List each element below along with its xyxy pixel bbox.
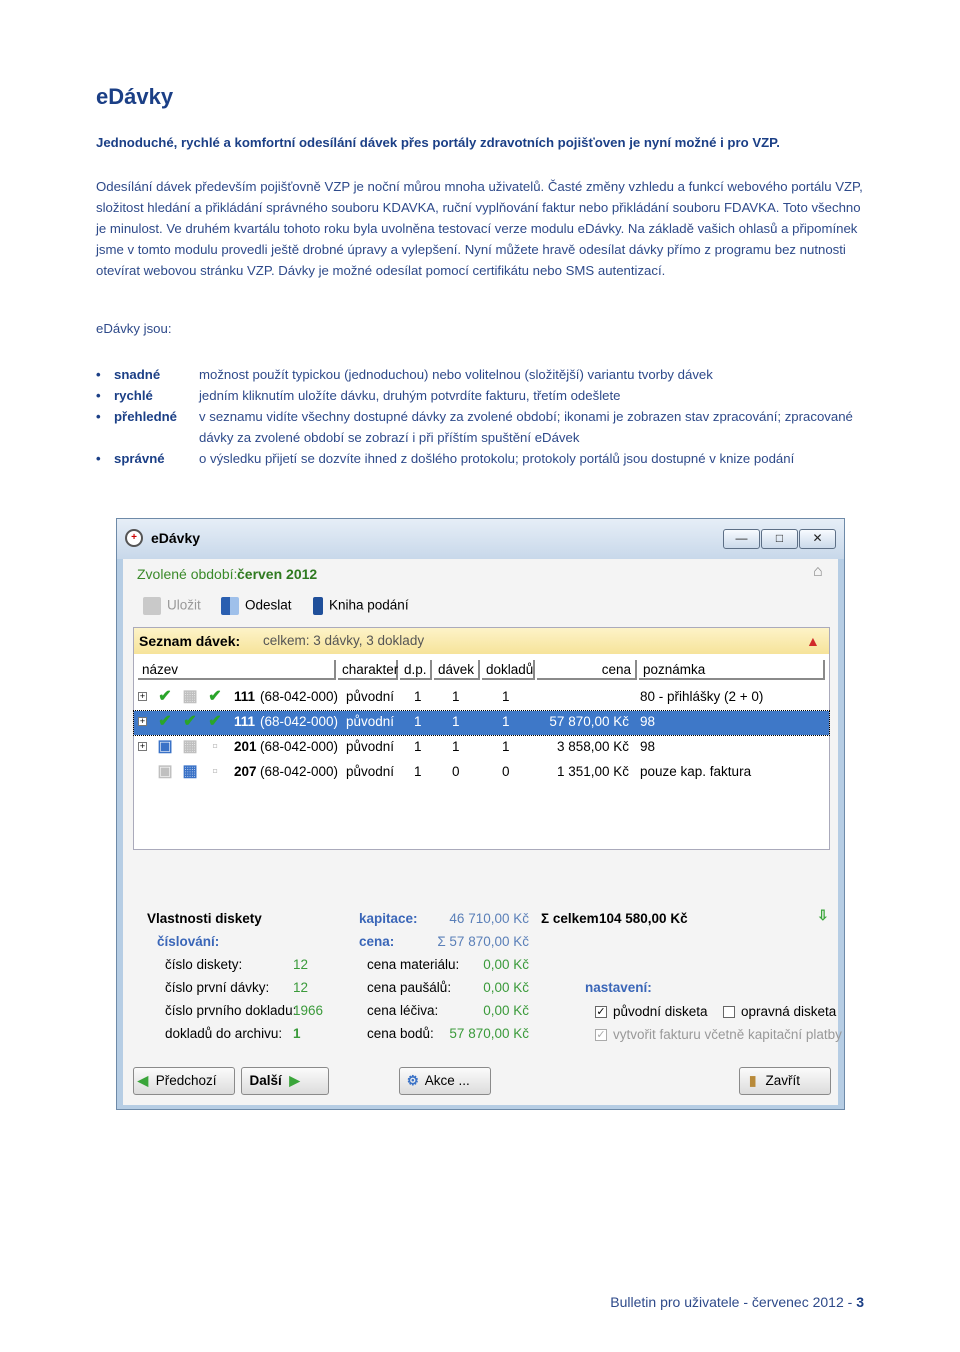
archive-value[interactable]: 1 bbox=[293, 1026, 301, 1041]
close-window-button[interactable] bbox=[739, 1067, 831, 1095]
status-icons bbox=[154, 737, 232, 759]
bullet: • bbox=[96, 409, 101, 424]
cell-code: (68-042-000) bbox=[260, 764, 339, 779]
check-icon: ✔ bbox=[208, 713, 222, 730]
disk-properties bbox=[133, 907, 842, 1061]
first-batch-label: číslo první dávky: bbox=[165, 980, 270, 995]
col-character[interactable]: charakter bbox=[338, 660, 398, 680]
original-disk-label: původní disketa bbox=[613, 1004, 708, 1019]
feature-desc: v seznamu vidíte všechny dostupné dávky za zvolené období; ikonami je zobrazen stav zpracování; zpracované dávky za zvolené období se zobrazí i při příštím spuštění eDávek bbox=[199, 409, 853, 445]
previous-button[interactable] bbox=[133, 1067, 235, 1095]
cell-character: původní bbox=[346, 764, 395, 779]
cell-note: 80 - přihlášky (2 + 0) bbox=[640, 689, 764, 704]
send-label: Odeslat bbox=[245, 597, 292, 613]
list-header bbox=[134, 628, 829, 654]
disk-icon: ▣ bbox=[157, 738, 173, 755]
feature-desc: možnost použít typickou (jednoduchou) nebo volitelnou (složitější) variantu tvorby dávek bbox=[199, 367, 713, 382]
actions-label: Akce ... bbox=[424, 1073, 470, 1088]
archive-label: dokladů do archivu: bbox=[165, 1026, 283, 1041]
document-icon: ▦ bbox=[182, 763, 198, 780]
cell-price: 57 870,00 Kč bbox=[549, 714, 629, 729]
col-docs[interactable]: dokladů bbox=[482, 660, 535, 680]
settings-label: nastavení: bbox=[585, 980, 652, 995]
first-doc-label: číslo prvního dokladu: bbox=[165, 1003, 297, 1018]
col-batches[interactable]: dávek bbox=[434, 660, 480, 680]
batch-list bbox=[133, 627, 830, 850]
checkbox-checked-icon: ✓ bbox=[596, 1006, 606, 1019]
arrow-right-icon: ▶ bbox=[289, 1073, 300, 1088]
next-button[interactable] bbox=[241, 1067, 329, 1095]
window-client bbox=[123, 559, 842, 1105]
price-label: cena: bbox=[359, 934, 395, 949]
exit-door-icon: ▮ bbox=[749, 1073, 757, 1088]
col-name[interactable]: název bbox=[138, 660, 336, 680]
cell-batches: 1 bbox=[452, 739, 460, 754]
cell-note: 98 bbox=[640, 739, 656, 754]
cell-docs: 0 bbox=[502, 764, 510, 779]
checkbox-checked-icon: ✓ bbox=[596, 1029, 606, 1042]
cell-code: (68-042-000) bbox=[260, 689, 339, 704]
correction-disk-checkbox[interactable] bbox=[723, 1004, 836, 1019]
window-title: eDávky bbox=[151, 530, 201, 546]
cell-batches: 1 bbox=[452, 714, 460, 729]
cell-name: 111 bbox=[234, 689, 256, 704]
list-item bbox=[96, 385, 876, 406]
correction-disk-label: opravná disketa bbox=[741, 1004, 837, 1019]
footer-text: Bulletin pro uživatele - červenec 2012 - bbox=[610, 1294, 853, 1310]
page-title: eDávky bbox=[96, 84, 174, 109]
create-invoice-checkbox[interactable] bbox=[595, 1027, 842, 1042]
col-price[interactable]: cena bbox=[537, 660, 637, 680]
title-bar bbox=[117, 519, 844, 559]
points-label: cena bodů: bbox=[367, 1026, 434, 1041]
check-icon: ✔ bbox=[208, 688, 222, 705]
flat-value: 0,00 Kč bbox=[483, 980, 529, 995]
col-dp[interactable]: d.p. bbox=[400, 660, 432, 680]
flat-label: cena paušálů: bbox=[367, 980, 452, 995]
minimize-button[interactable]: — bbox=[723, 529, 760, 549]
price-sum: Σ 57 870,00 Kč bbox=[437, 934, 529, 949]
close-label: Zavřít bbox=[765, 1073, 801, 1088]
table-row[interactable] bbox=[134, 686, 829, 710]
cell-note: 98 bbox=[640, 714, 656, 729]
book-button[interactable] bbox=[313, 597, 409, 615]
app-icon: + bbox=[125, 529, 143, 547]
drugs-label: cena léčiva: bbox=[367, 1003, 439, 1018]
cell-name: 207 bbox=[234, 764, 257, 779]
capitation-value: 46 710,00 Kč bbox=[449, 911, 529, 926]
arrow-left-icon: ◀ bbox=[137, 1073, 149, 1088]
download-arrow-icon[interactable]: ⇩ bbox=[817, 907, 829, 923]
feature-term: přehledné bbox=[114, 409, 178, 424]
home-icon[interactable]: ⌂ bbox=[813, 563, 823, 580]
cell-dp: 1 bbox=[414, 764, 422, 779]
first-doc-value[interactable]: 1966 bbox=[293, 1003, 324, 1018]
check-icon: ✔ bbox=[158, 713, 172, 730]
bullet: • bbox=[96, 388, 101, 403]
first-batch-value[interactable]: 12 bbox=[293, 980, 309, 995]
checkbox-icon bbox=[723, 1006, 735, 1018]
pending-icon: ▫ bbox=[212, 763, 218, 780]
feature-list bbox=[96, 364, 876, 469]
send-button[interactable] bbox=[221, 597, 292, 615]
status-icons bbox=[154, 762, 232, 784]
cell-docs: 1 bbox=[502, 739, 510, 754]
points-value: 57 870,00 Kč bbox=[449, 1026, 529, 1041]
list-title: Seznam dávek: bbox=[139, 633, 241, 649]
expand-icon[interactable]: + bbox=[139, 691, 146, 701]
cell-code: (68-042-000) bbox=[260, 714, 339, 729]
expand-icon[interactable]: + bbox=[139, 741, 146, 751]
feature-desc: o výsledku přijetí se dozvíte ihned z došlého protokolu; protokoly portálů jsou dostupné v knize podání bbox=[199, 451, 795, 466]
maximize-button[interactable]: □ bbox=[761, 529, 798, 549]
disk-no-value[interactable]: 12 bbox=[293, 957, 309, 972]
col-note[interactable]: poznámka bbox=[639, 660, 825, 680]
previous-label: Předchozí bbox=[155, 1073, 217, 1088]
check-icon: ✔ bbox=[183, 713, 197, 730]
cell-note: pouze kap. faktura bbox=[640, 764, 752, 779]
table-row[interactable] bbox=[134, 736, 829, 760]
actions-button[interactable] bbox=[399, 1067, 491, 1095]
page-number: 3 bbox=[856, 1294, 864, 1310]
material-value: 0,00 Kč bbox=[483, 957, 529, 972]
list-item bbox=[96, 448, 876, 469]
next-label: Další bbox=[249, 1073, 282, 1088]
table-row[interactable] bbox=[134, 711, 829, 735]
total-value: 104 580,00 Kč bbox=[599, 911, 688, 926]
cell-batches: 0 bbox=[452, 764, 460, 779]
feature-term: správné bbox=[114, 451, 165, 466]
book-label: Kniha podání bbox=[329, 597, 409, 613]
properties-title: Vlastnosti diskety bbox=[147, 911, 262, 926]
cell-docs: 1 bbox=[502, 689, 510, 704]
create-invoice-label: vytvořit fakturu včetně kapitační platby bbox=[613, 1027, 842, 1042]
feature-term: rychlé bbox=[114, 388, 153, 403]
cell-character: původní bbox=[346, 689, 395, 704]
cell-docs: 1 bbox=[502, 714, 510, 729]
feature-desc: jedním kliknutím uložíte dávku, druhým potvrdíte fakturu, třetím odešlete bbox=[199, 388, 621, 403]
cell-dp: 1 bbox=[414, 689, 422, 704]
send-icon bbox=[221, 597, 239, 615]
document-icon: ▦ bbox=[182, 738, 198, 755]
pending-icon: ▫ bbox=[212, 738, 218, 755]
intro-paragraph: Odesílání dávek především pojišťovně VZP je noční můrou mnoha uživatelů. Časté změny vzhledu a funkcí webového portálu VZP, složitost hledání a přikládání správného souboru KDAVKA, ruční vyplňování faktur nebo přikládání souboru FDAVKA. Toto všechno je minulost. Ve druhém kvartálu tohoto roku byla uvolněna testovací verze modulu eDávky. Na základě vašich ohlasů a připomínek jsme v tomto modulu provedli ještě drobné úpravy a vylepšení. Nyní můžete hravě odesílat dávky přímo z programu bez nutnosti otevírat webovou stránku VZP. Dávky je možné odesílat pomocí certifikátu nebo SMS autentizací. bbox=[96, 179, 863, 278]
save-icon bbox=[143, 597, 161, 615]
period-value[interactable]: červen 2012 bbox=[237, 566, 318, 582]
status-icons bbox=[154, 712, 232, 734]
cell-name: 111 bbox=[234, 714, 256, 729]
save-label: Uložit bbox=[167, 597, 201, 613]
status-icons bbox=[154, 687, 232, 709]
capitation-label: kapitace: bbox=[359, 911, 418, 926]
cell-price: 1 351,00 Kč bbox=[556, 764, 629, 779]
bullet: • bbox=[96, 451, 101, 466]
original-disk-checkbox[interactable] bbox=[595, 1004, 708, 1019]
bullet: • bbox=[96, 367, 101, 382]
expand-icon[interactable]: + bbox=[139, 716, 146, 726]
feature-term: snadné bbox=[114, 367, 161, 382]
article-subtitle: Jednoduché, rychlé a komfortní odesílání dávek přes portály zdravotních pojišťoven je nyní možné i pro VZP. bbox=[96, 135, 780, 150]
gear-icon: ⚙ bbox=[406, 1073, 419, 1088]
book-icon bbox=[313, 597, 323, 615]
drugs-value: 0,00 Kč bbox=[483, 1003, 529, 1018]
cell-character: původní bbox=[346, 739, 395, 754]
disk-icon: ▣ bbox=[157, 763, 173, 780]
disk-no-label: číslo diskety: bbox=[165, 957, 243, 972]
cell-batches: 1 bbox=[452, 689, 460, 704]
cell-dp: 1 bbox=[414, 714, 422, 729]
page-footer bbox=[610, 1294, 864, 1310]
total-label: Σ celkem bbox=[541, 911, 599, 926]
cell-character: původní bbox=[346, 714, 395, 729]
period-label: Zvolené období: bbox=[137, 566, 238, 582]
close-button[interactable]: ✕ bbox=[799, 529, 836, 549]
list-item bbox=[96, 406, 876, 448]
save-button[interactable] bbox=[143, 597, 201, 615]
check-icon: ✔ bbox=[158, 688, 172, 705]
cell-name: 201 bbox=[234, 739, 257, 754]
numbering-label: číslování: bbox=[157, 934, 220, 949]
list-summary: celkem: 3 dávky, 3 doklady bbox=[263, 633, 425, 648]
table-row[interactable] bbox=[134, 761, 829, 785]
cell-dp: 1 bbox=[414, 739, 422, 754]
logo-icon: ▲ bbox=[806, 633, 820, 649]
material-label: cena materiálu: bbox=[367, 957, 460, 972]
list-intro: eDávky jsou: bbox=[96, 321, 172, 336]
document-icon: ▦ bbox=[182, 688, 198, 705]
column-headers bbox=[134, 660, 829, 682]
list-item bbox=[96, 364, 876, 385]
edavky-window bbox=[116, 518, 845, 1110]
cell-price: 3 858,00 Kč bbox=[556, 739, 629, 754]
cell-code: (68-042-000) bbox=[260, 739, 339, 754]
